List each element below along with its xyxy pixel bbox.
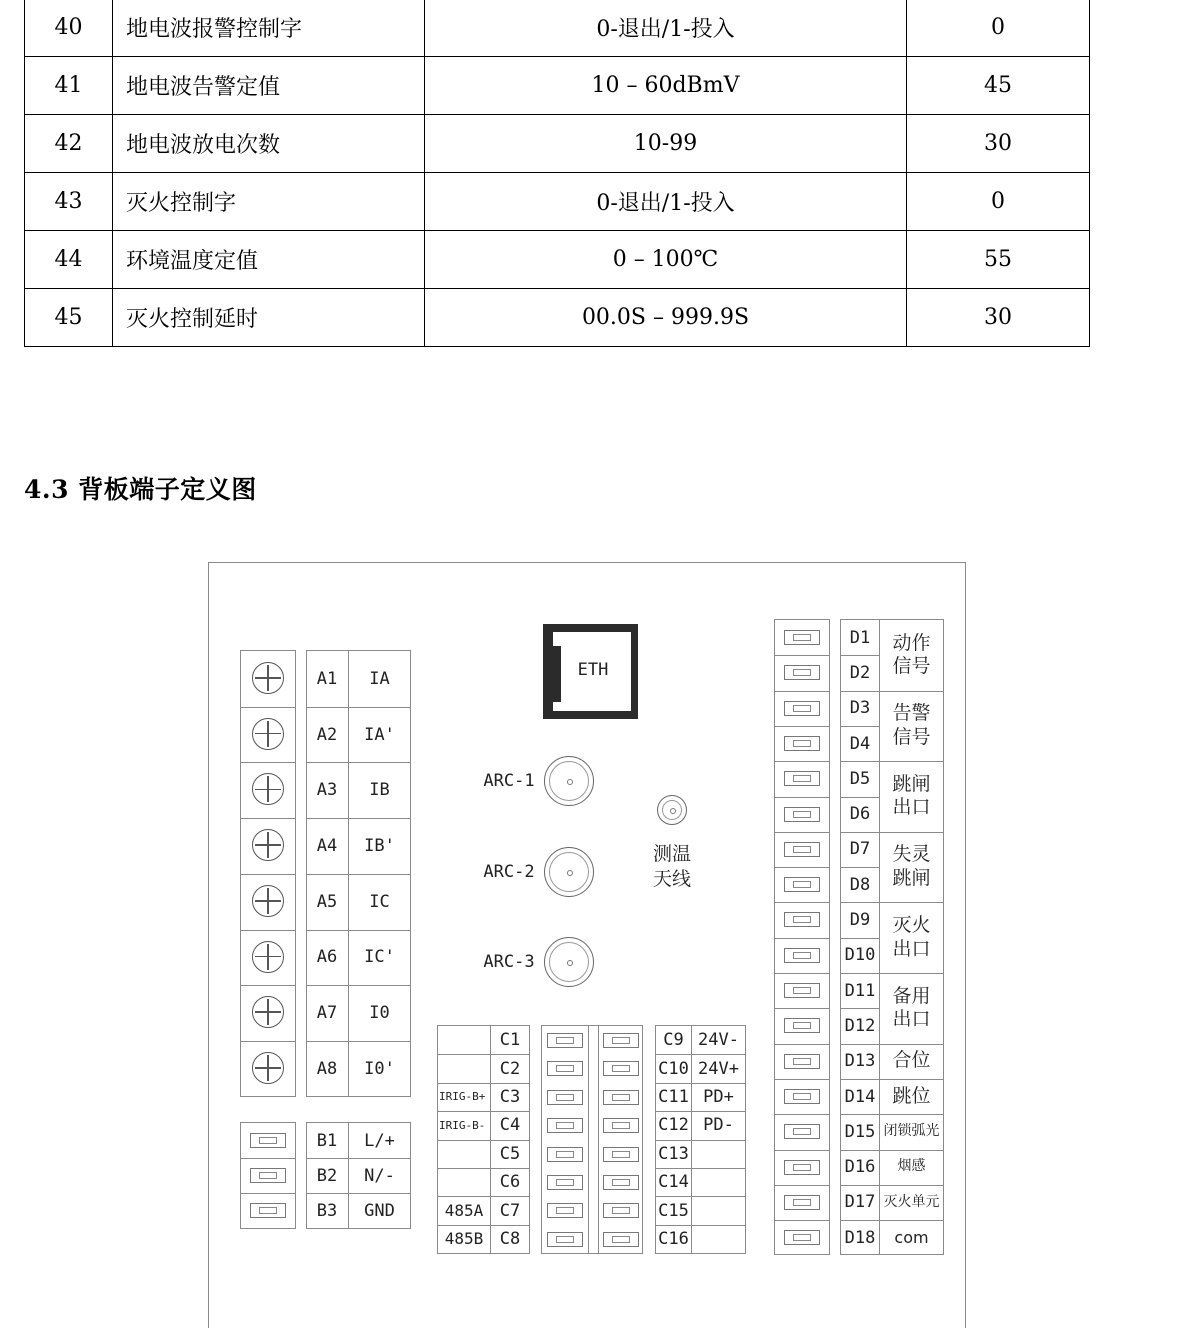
divider xyxy=(241,762,295,763)
slot-terminal-icon xyxy=(784,1054,820,1069)
divider xyxy=(775,691,829,692)
slot-terminal-icon xyxy=(784,736,820,751)
row-number: 40 xyxy=(25,0,113,57)
parameter-name: 地电波告警定值 xyxy=(113,57,425,115)
terminal-group-text: 动作 xyxy=(892,631,931,654)
terminal-id: C8 xyxy=(499,1228,521,1249)
terminal-signal: IA' xyxy=(364,724,395,745)
divider xyxy=(241,707,295,708)
terminal-group-label xyxy=(880,1185,943,1220)
terminal-id: C2 xyxy=(499,1058,521,1079)
table-row xyxy=(25,57,1090,115)
default-value: 45 xyxy=(907,57,1090,115)
parameter-name: 灭火控制字 xyxy=(113,173,425,231)
terminal-id: B3 xyxy=(316,1200,338,1221)
default-value: 0 xyxy=(907,173,1090,231)
arc-1-connector xyxy=(544,756,594,806)
default-value: 55 xyxy=(907,231,1090,289)
terminal-signal: IRIG-B- xyxy=(439,1118,486,1132)
screw-terminal-icon xyxy=(252,996,284,1028)
slot-terminal-icon xyxy=(784,842,820,857)
terminal-signal: 485A xyxy=(444,1201,484,1221)
terminal-signal: N/- xyxy=(364,1165,395,1186)
terminal-signal: 485B xyxy=(444,1229,484,1249)
terminal-id: D4 xyxy=(849,733,871,754)
row-number: 41 xyxy=(25,57,113,115)
terminal-group-text: 出口 xyxy=(892,937,931,960)
terminal-id: C13 xyxy=(658,1143,689,1164)
d-slot-block xyxy=(774,619,830,1255)
terminal-signal: PD+ xyxy=(703,1086,734,1107)
slot-terminal-icon xyxy=(250,1203,286,1218)
slot-terminal-icon xyxy=(784,912,820,927)
default-value: 30 xyxy=(907,115,1090,173)
terminal-group-label xyxy=(880,1044,943,1079)
terminal-group-text: 跳位 xyxy=(892,1084,931,1107)
divider xyxy=(775,655,829,656)
divider xyxy=(775,1044,829,1045)
terminal-group-text: 告警 xyxy=(892,702,931,725)
terminal-id: C12 xyxy=(658,1115,689,1136)
slot-terminal-icon xyxy=(784,948,820,963)
divider xyxy=(241,818,295,819)
divider xyxy=(775,1114,829,1115)
terminal-signal: IC xyxy=(369,891,390,912)
terminal-id: D15 xyxy=(844,1121,876,1142)
terminal-group-text: 出口 xyxy=(892,1008,931,1031)
slot-terminal-icon xyxy=(547,1033,583,1048)
terminal-id: A1 xyxy=(316,668,338,689)
screw-terminal-icon xyxy=(252,885,284,917)
terminal-signal xyxy=(692,1196,745,1224)
slot-terminal-icon xyxy=(784,630,820,645)
slot-terminal-icon xyxy=(603,1090,639,1105)
b-terminal-block xyxy=(306,1122,411,1229)
slot-terminal-icon xyxy=(547,1203,583,1218)
divider xyxy=(841,655,879,656)
terminal-group-label xyxy=(880,902,943,973)
arc-3-connector xyxy=(544,937,594,987)
setting-range: 10 – 60dBmV xyxy=(425,57,907,115)
c-left-terminal-block xyxy=(437,1025,530,1254)
divider xyxy=(841,726,879,727)
terminal-id: D14 xyxy=(844,1086,876,1107)
slot-terminal-icon xyxy=(784,1018,820,1033)
terminal-id: C5 xyxy=(499,1143,521,1164)
terminal-group-text: 备用 xyxy=(892,984,931,1007)
terminal-id: D8 xyxy=(849,874,871,895)
parameter-name: 地电波放电次数 xyxy=(113,115,425,173)
slot-terminal-icon xyxy=(547,1118,583,1133)
terminal-id: A6 xyxy=(316,947,338,968)
default-value: 0 xyxy=(907,0,1090,57)
terminal-group-text: 闭锁弧光 xyxy=(883,1123,940,1140)
terminal-id: A4 xyxy=(316,835,338,856)
terminal-group-text: 烟感 xyxy=(897,1158,926,1175)
terminal-group-text: 跳闸 xyxy=(892,772,931,795)
d-terminal-block xyxy=(840,619,944,1255)
divider xyxy=(775,1220,829,1221)
terminal-signal: 24V+ xyxy=(698,1058,739,1079)
slot-terminal-icon xyxy=(784,1195,820,1210)
divider xyxy=(241,930,295,931)
terminal-id: D7 xyxy=(849,839,871,860)
terminal-signal xyxy=(438,1054,490,1082)
terminal-signal: L/+ xyxy=(364,1130,395,1151)
terminal-id: D18 xyxy=(844,1227,876,1248)
setting-range: 0-退出/1-投入 xyxy=(425,173,907,231)
screw-terminal-icon xyxy=(252,941,284,973)
row-number: 42 xyxy=(25,115,113,173)
terminal-group-text: 信号 xyxy=(892,655,931,678)
terminal-signal: IRIG-B+ xyxy=(439,1090,486,1104)
divider xyxy=(241,1158,295,1159)
setting-range: 10-99 xyxy=(425,115,907,173)
slot-terminal-icon xyxy=(250,1168,286,1183)
slot-terminal-icon xyxy=(603,1118,639,1133)
terminal-group-label xyxy=(880,973,943,1044)
terminal-signal: 24V- xyxy=(698,1030,739,1051)
terminal-group-text: 信号 xyxy=(892,725,931,748)
slot-terminal-icon xyxy=(603,1061,639,1076)
row-number: 43 xyxy=(25,173,113,231)
a-terminal-block xyxy=(306,650,411,1097)
terminal-id: D5 xyxy=(849,768,871,789)
terminal-id: C7 xyxy=(499,1200,521,1221)
screw-terminal-icon xyxy=(252,773,284,805)
divider xyxy=(775,938,829,939)
terminal-id: D13 xyxy=(844,1051,876,1072)
terminal-id: C4 xyxy=(499,1115,521,1136)
terminal-group-text: 合位 xyxy=(892,1049,931,1072)
backplane-diagram xyxy=(208,562,966,1328)
section-title: 4.3 背板端子定义图 xyxy=(24,475,257,504)
terminal-id: A3 xyxy=(316,780,338,801)
slot-terminal-icon xyxy=(784,877,820,892)
terminal-group-text: 出口 xyxy=(892,796,931,819)
slot-terminal-icon xyxy=(784,1160,820,1175)
terminal-signal xyxy=(438,1140,490,1168)
slot-terminal-icon xyxy=(784,1124,820,1139)
slot-terminal-icon xyxy=(547,1175,583,1190)
setting-range: 0-退出/1-投入 xyxy=(425,0,907,57)
table-row xyxy=(25,0,1090,57)
slot-terminal-icon xyxy=(784,1089,820,1104)
terminal-signal: PD- xyxy=(703,1115,734,1136)
c-slot-block xyxy=(541,1025,643,1254)
terminal-signal: IB' xyxy=(364,835,395,856)
default-value: 30 xyxy=(907,289,1090,347)
b-slot-block xyxy=(240,1122,296,1229)
terminal-signal: I0 xyxy=(369,1003,390,1024)
table-row xyxy=(25,231,1090,289)
eth-label: ETH xyxy=(577,660,609,680)
divider xyxy=(775,1079,829,1080)
terminal-group-text: com xyxy=(894,1227,929,1247)
parameter-name: 地电波报警控制字 xyxy=(113,0,425,57)
terminal-group-label xyxy=(880,620,943,691)
terminal-id: D11 xyxy=(844,980,876,1001)
terminal-id: A5 xyxy=(316,891,338,912)
terminal-group-label xyxy=(880,761,943,832)
terminal-id: A2 xyxy=(316,724,338,745)
terminal-group-label xyxy=(880,691,943,762)
divider xyxy=(775,867,829,868)
terminal-id: D17 xyxy=(844,1192,876,1213)
slot-terminal-icon xyxy=(547,1090,583,1105)
divider xyxy=(241,874,295,875)
terminal-id: D10 xyxy=(844,945,876,966)
arc-3-label: ARC-3 xyxy=(483,952,535,972)
terminal-id: D6 xyxy=(849,804,871,825)
terminal-id: D12 xyxy=(844,1015,876,1036)
divider xyxy=(241,985,295,986)
slot-terminal-icon xyxy=(784,1230,820,1245)
a-screw-block xyxy=(240,650,296,1097)
terminal-signal: IC' xyxy=(364,947,395,968)
terminal-id: C14 xyxy=(658,1172,689,1193)
parameter-name: 环境温度定值 xyxy=(113,231,425,289)
divider xyxy=(775,1150,829,1151)
terminal-group-label xyxy=(880,1150,943,1185)
terminal-id: C3 xyxy=(499,1086,521,1107)
terminal-group-text: 灭火单元 xyxy=(883,1193,940,1210)
terminal-group-label xyxy=(880,1079,943,1114)
terminal-id: B2 xyxy=(316,1165,338,1186)
parameter-table xyxy=(24,0,1090,347)
row-number: 45 xyxy=(25,289,113,347)
divider xyxy=(775,726,829,727)
divider xyxy=(775,761,829,762)
terminal-id: C10 xyxy=(658,1058,689,1079)
terminal-signal: GND xyxy=(364,1200,395,1221)
terminal-id: B1 xyxy=(316,1130,338,1151)
terminal-id: D9 xyxy=(849,910,871,931)
terminal-signal: I0' xyxy=(364,1058,395,1079)
terminal-id: A8 xyxy=(316,1058,338,1079)
terminal-signal xyxy=(692,1140,745,1168)
eth-port xyxy=(543,624,638,719)
row-number: 44 xyxy=(25,231,113,289)
setting-range: 00.0S – 999.9S xyxy=(425,289,907,347)
terminal-id: C15 xyxy=(658,1200,689,1221)
divider xyxy=(841,867,879,868)
parameter-table-body xyxy=(25,0,1090,347)
screw-terminal-icon xyxy=(252,718,284,750)
table-row xyxy=(25,173,1090,231)
terminal-signal xyxy=(692,1225,745,1253)
terminal-group-label xyxy=(880,1220,943,1255)
terminal-signal: IA xyxy=(369,668,390,689)
terminal-group-text: 失灵 xyxy=(892,843,931,866)
slot-terminal-icon xyxy=(250,1133,286,1148)
arc-2-label: ARC-2 xyxy=(483,862,535,882)
screw-terminal-icon xyxy=(252,662,284,694)
terminal-id: C9 xyxy=(663,1030,684,1051)
divider xyxy=(841,797,879,798)
temp-antenna-label-2: 天线 xyxy=(652,867,691,890)
divider xyxy=(241,1041,295,1042)
slot-terminal-icon xyxy=(784,701,820,716)
arc-2-connector xyxy=(544,847,594,897)
divider xyxy=(775,832,829,833)
terminal-id: D2 xyxy=(849,662,871,683)
terminal-group-label xyxy=(880,1114,943,1149)
terminal-id: C6 xyxy=(499,1172,521,1193)
terminal-signal: IB xyxy=(369,780,390,801)
table-row xyxy=(25,289,1090,347)
terminal-id: D1 xyxy=(849,627,871,648)
slot-terminal-icon xyxy=(603,1147,639,1162)
slot-terminal-icon xyxy=(603,1175,639,1190)
terminal-id: D16 xyxy=(844,1157,876,1178)
terminal-group-text: 灭火 xyxy=(892,913,931,936)
divider xyxy=(841,1008,879,1009)
table-row xyxy=(25,115,1090,173)
terminal-signal xyxy=(438,1026,490,1054)
slot-terminal-icon xyxy=(547,1147,583,1162)
terminal-group-label xyxy=(880,832,943,903)
slot-terminal-icon xyxy=(784,807,820,822)
terminal-id: C16 xyxy=(658,1228,689,1249)
slot-terminal-icon xyxy=(784,665,820,680)
terminal-signal xyxy=(692,1168,745,1196)
divider xyxy=(775,973,829,974)
setting-range: 0 – 100℃ xyxy=(425,231,907,289)
slot-terminal-icon xyxy=(784,771,820,786)
slot-terminal-icon xyxy=(603,1203,639,1218)
screw-terminal-icon xyxy=(252,829,284,861)
slot-terminal-icon xyxy=(547,1232,583,1247)
slot-terminal-icon xyxy=(784,983,820,998)
divider xyxy=(775,1008,829,1009)
arc-1-label: ARC-1 xyxy=(483,771,535,791)
parameter-name: 灭火控制延时 xyxy=(113,289,425,347)
divider xyxy=(241,1193,295,1194)
slot-terminal-icon xyxy=(547,1061,583,1076)
temp-antenna-connector xyxy=(657,795,687,825)
temp-antenna-label-1: 测温 xyxy=(652,842,691,865)
slot-terminal-icon xyxy=(603,1232,639,1247)
slot-terminal-icon xyxy=(603,1033,639,1048)
terminal-id: C1 xyxy=(499,1030,521,1051)
divider xyxy=(775,797,829,798)
divider xyxy=(775,902,829,903)
c-right-terminal-block xyxy=(655,1025,746,1254)
terminal-id: D3 xyxy=(849,698,871,719)
divider xyxy=(775,1185,829,1186)
terminal-id: A7 xyxy=(316,1003,338,1024)
terminal-group-text: 跳闸 xyxy=(892,867,931,890)
screw-terminal-icon xyxy=(252,1052,284,1084)
terminal-id: C11 xyxy=(658,1086,689,1107)
divider xyxy=(841,938,879,939)
terminal-signal xyxy=(438,1168,490,1196)
